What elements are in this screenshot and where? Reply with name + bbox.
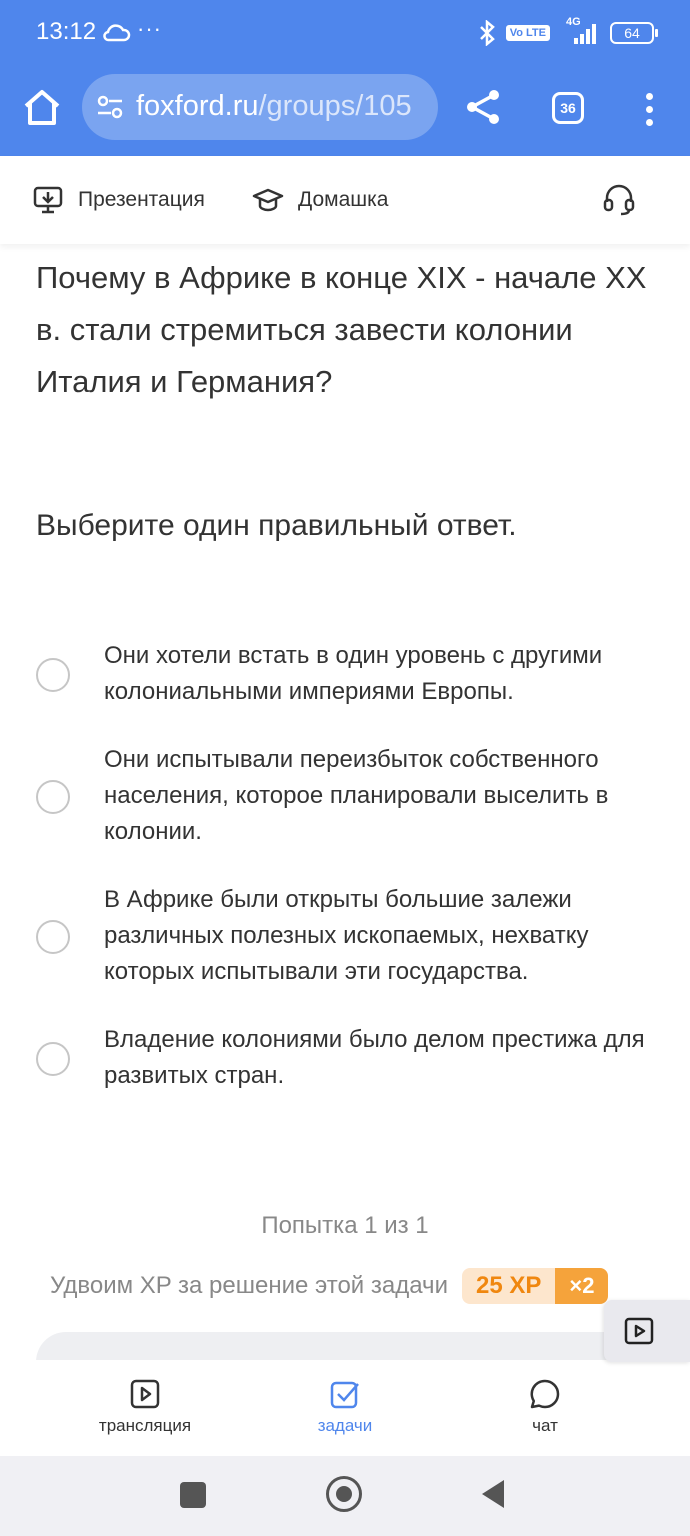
volte-badge: Vo LTE bbox=[506, 25, 550, 41]
nav-label-tasks: задачи bbox=[317, 1416, 373, 1435]
nav-item-broadcast[interactable] bbox=[65, 1378, 225, 1436]
address-bar[interactable] bbox=[82, 74, 438, 140]
question-text: Почему в Африке в конце XIX - начале XX в. стали стремиться завести колонии Италия и Германия? bbox=[36, 260, 647, 399]
radio-button[interactable] bbox=[36, 780, 70, 814]
battery-icon: 64 bbox=[610, 22, 654, 44]
network-type: 4G bbox=[566, 16, 581, 28]
presentation-label: Презентация bbox=[78, 188, 205, 211]
bluetooth-icon bbox=[478, 20, 496, 46]
radio-button[interactable] bbox=[36, 658, 70, 692]
radio-button[interactable] bbox=[36, 920, 70, 954]
attempt-counter: Попытка 1 из 1 bbox=[261, 1212, 429, 1239]
double-xp-row bbox=[50, 1268, 608, 1304]
answer-option[interactable] bbox=[36, 882, 656, 990]
multiplier-badge: ×2 bbox=[555, 1268, 608, 1304]
presentation-button[interactable] bbox=[32, 184, 205, 216]
url-domain: foxford.ru bbox=[136, 90, 259, 122]
lesson-toolbar bbox=[0, 156, 690, 244]
homework-label: Домашка bbox=[298, 188, 389, 211]
more-dots-icon: ··· bbox=[137, 16, 162, 41]
download-icon bbox=[32, 184, 64, 216]
browser-chrome bbox=[0, 0, 690, 156]
answer-option-text: Владение колониями было делом престижа для развитых стран. bbox=[104, 1026, 645, 1089]
nav-label-broadcast: трансляция bbox=[98, 1416, 192, 1435]
xp-badge: 25 XP bbox=[462, 1268, 555, 1304]
nav-label-chat: чат bbox=[532, 1416, 558, 1435]
answer-option-text: Они испытывали переизбыток собственного населения, которое планировали выселить в колонии. bbox=[104, 746, 609, 845]
nav-item-chat[interactable] bbox=[465, 1378, 625, 1436]
system-navigation-bar bbox=[0, 1456, 690, 1536]
recent-apps-icon[interactable] bbox=[180, 1482, 206, 1508]
graduation-cap-icon bbox=[252, 184, 284, 216]
answer-option[interactable] bbox=[36, 1022, 656, 1094]
double-xp-label: Удвоим XP за решение этой задачи bbox=[50, 1272, 448, 1299]
status-bar bbox=[0, 0, 690, 66]
homework-button[interactable] bbox=[252, 184, 388, 216]
chat-icon bbox=[529, 1378, 561, 1410]
url-path: /groups/105 bbox=[258, 90, 412, 122]
checkbox-icon bbox=[329, 1378, 361, 1410]
status-time: 13:12 bbox=[36, 18, 97, 45]
floating-video-button[interactable] bbox=[604, 1300, 690, 1362]
menu-icon[interactable] bbox=[636, 90, 662, 130]
site-settings-icon[interactable] bbox=[96, 94, 124, 120]
headset-icon[interactable] bbox=[602, 182, 636, 216]
answer-option-text: В Африке были открыты большие залежи различных полезных ископаемых, нехватку которых испытывали эти государства. bbox=[104, 886, 589, 985]
back-icon[interactable] bbox=[482, 1480, 504, 1508]
question-instruction: Выберите один правильный ответ. bbox=[36, 509, 517, 542]
url-row bbox=[0, 72, 690, 144]
home-icon[interactable] bbox=[20, 86, 64, 130]
signal-icon bbox=[560, 16, 600, 46]
cloud-icon bbox=[100, 18, 132, 46]
nav-item-tasks[interactable] bbox=[265, 1378, 425, 1436]
tabs-count-button[interactable]: 36 bbox=[552, 92, 584, 124]
bottom-navigation bbox=[0, 1360, 690, 1456]
url-text[interactable] bbox=[136, 90, 412, 123]
video-play-icon bbox=[624, 1316, 654, 1346]
share-icon[interactable] bbox=[462, 86, 504, 128]
radio-button[interactable] bbox=[36, 1042, 70, 1076]
play-icon bbox=[129, 1378, 161, 1410]
status-right bbox=[478, 18, 654, 48]
answer-option[interactable] bbox=[36, 638, 656, 710]
system-home-icon[interactable] bbox=[326, 1476, 362, 1512]
answer-option[interactable] bbox=[36, 742, 656, 850]
answer-option-text: Они хотели встать в один уровень с другими колониальными империями Европы. bbox=[104, 642, 603, 705]
